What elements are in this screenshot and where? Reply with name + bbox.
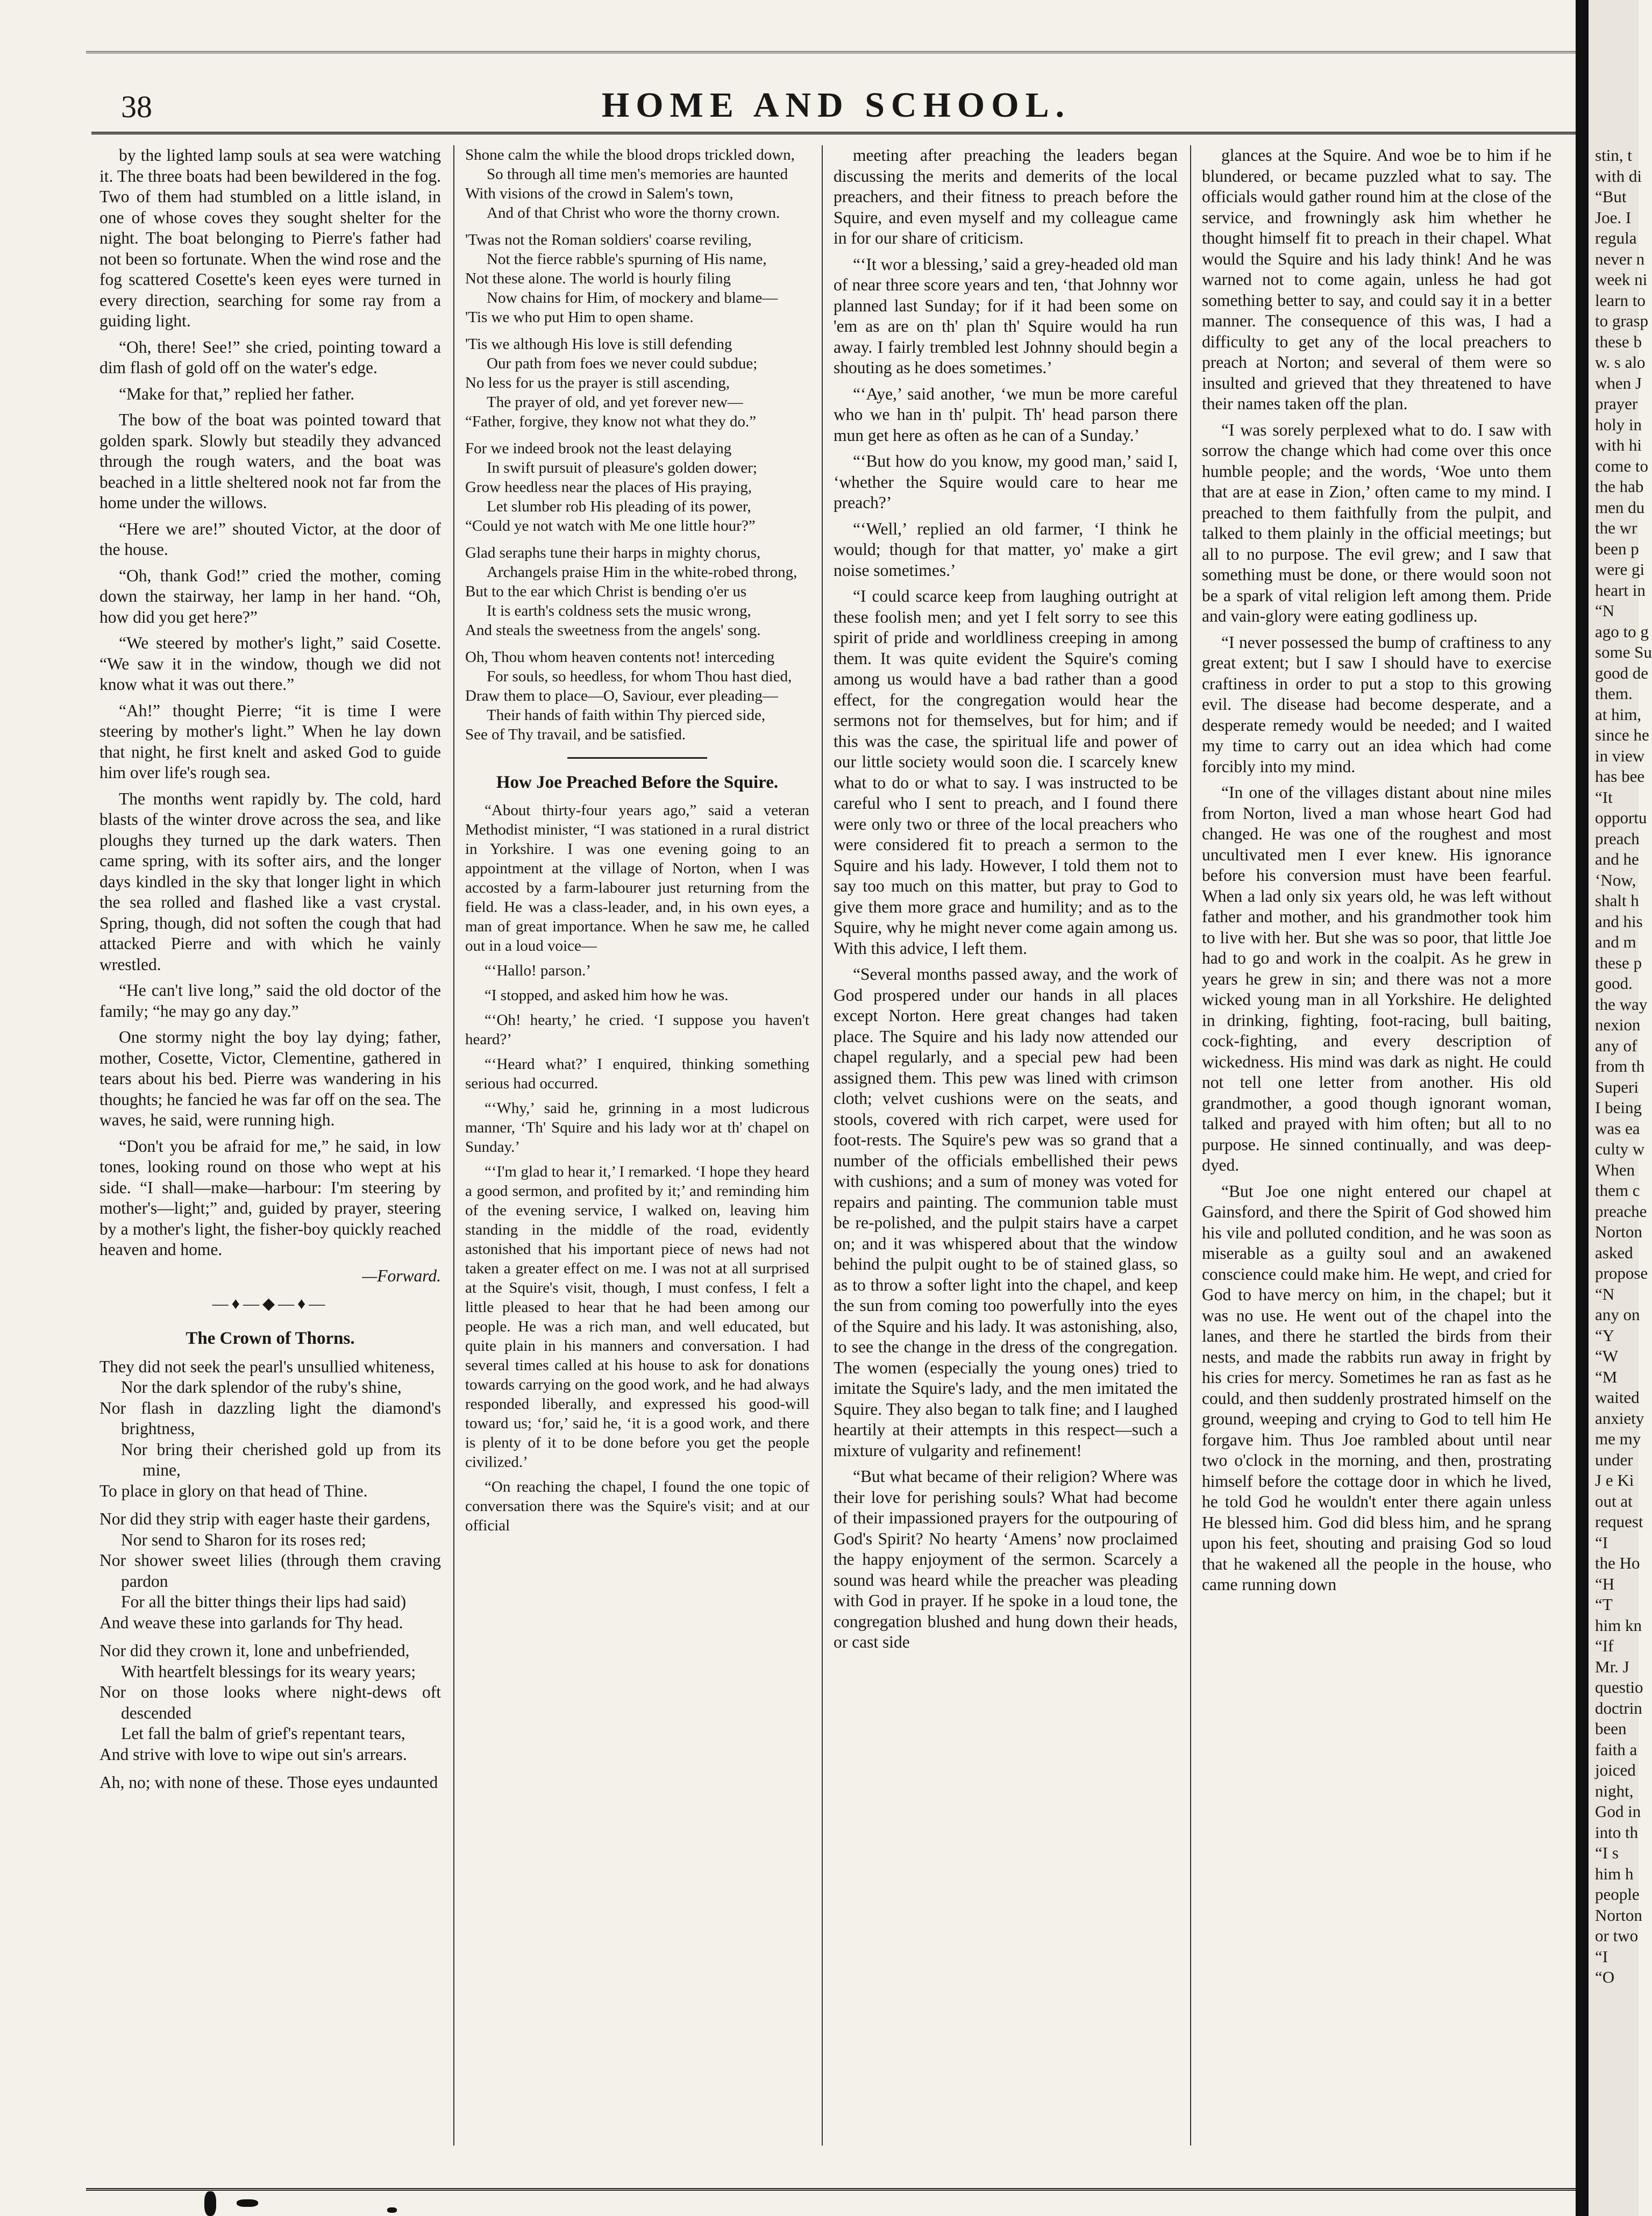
facing-page-fragment: “It — [1595, 787, 1613, 807]
facing-page-fragment: joiced — [1595, 1761, 1636, 1779]
paragraph: The bow of the boat was pointed toward that golden spark. Slowly but steadily they advanced through the rough waters, and the boat was beached in a little sheltered nook not far from the home under the willows. — [99, 410, 441, 512]
poem-line: Nor the dark splendor of the ruby's shine, — [121, 1378, 402, 1396]
poem-crown-of-thorns — [99, 1357, 441, 1793]
facing-page-fragment: come to — [1595, 456, 1648, 475]
facing-page-fragment: some Su — [1595, 643, 1652, 661]
paragraph: “I never possessed the bump of craftiness to any great extent; but I saw I should have to exercise craftiness in order to put a stop to this growing evil. The disease had become desperate, and a desperate remedy would be needed; and I waited my time to carry out an idea which had come forcibly into my mind. — [1202, 632, 1551, 776]
paragraph: “But Joe one night entered our chapel at Gainsford, and there the Spirit of God showed him his vile and polluted condition, and he was soon as miserable as a guilty soul and an awakened conscience could make him. He wept, and cried for God to have mercy on him, in the chapel; but it was no use. He went out of the chapel into the lanes, and there he startled the birds from their nests, and made the rabbits run away in fright by his cries for mercy. Sometimes he ran as fast as he could, and then suddenly prostrated himself on the ground, weeping and crying to God to tell him He forgave him. Thus Joe rambled about until near two o'clock in the morning, and then, prostrating himself before the cottage door in which he lived, he told God he wouldn't enter there again unless He blessed him. God did bless him, and he sprang upon his feet, shouting and praising God so loud that he wakened all the people in the house, who came running down — [1202, 1181, 1551, 1594]
facing-page-fragment: has bee — [1595, 767, 1645, 786]
facing-page-fragment: preache — [1595, 1201, 1647, 1221]
facing-page-fragment: night, — [1595, 1781, 1634, 1800]
poem-line: 'Tis we although His love is still defending — [465, 336, 732, 353]
facing-page-fragment: When — [1595, 1160, 1635, 1179]
paragraph: “We steered by mother's light,” said Cosette. “We saw it in the window, though we did not know what it was out there.” — [99, 633, 441, 694]
facing-page-fragment: “N — [1595, 1284, 1615, 1303]
facing-page-fragment: prayer — [1595, 394, 1638, 413]
facing-page-fragment: “O — [1595, 1968, 1615, 1986]
facing-page-fragment: the wr — [1595, 518, 1637, 537]
poem-stanza — [465, 230, 809, 327]
facing-page-fragment: never n — [1595, 249, 1645, 268]
poem-line: Shone calm the while the blood drops trickled down, — [465, 146, 795, 163]
facing-page-fragment: people — [1595, 1885, 1640, 1904]
facing-page-text — [1595, 145, 1652, 1988]
facing-page-fragment: “Y — [1595, 1326, 1615, 1345]
paragraph: by the lighted lamp souls at sea were watching it. The three boats had been bewildered in the fog. Two of them had stumbled on a little island, in one of whose coves they sought shelter for the night. The boat belonging to Pierre's father had not been so fortunate. When the wind rose and the fog scattered Cosette's keen eyes were turned in every direction, searching for some ray from a guiding light. — [99, 146, 441, 330]
poem-line: Oh, Thou whom heaven contents not! interceding — [465, 649, 775, 666]
paragraph: “I was sorely perplexed what to do. I saw with sorrow the change which had come over this once humble people; and the words, ‘Woe unto them that are at ease in Zion,’ often came to my mind. I preached to them faithfully from the pulpit, and talked to them plainly in the official meetings; but all to no purpose. The evil grew; and I saw that something must be done, or there would soon not be a spark of vital religion left among them. Pride and vain-glory were eating godliness up. — [1202, 420, 1551, 625]
facing-page-fragment: them c — [1595, 1181, 1640, 1200]
poem-stanza — [465, 334, 809, 431]
binding-shadow — [1576, 0, 1589, 2216]
story-body — [1202, 145, 1551, 1595]
facing-page-fragment: learn to — [1595, 290, 1646, 310]
paragraph: The months went rapidly by. The cold, hard blasts of the winter drove across the sea, and like ploughs they turned up the dark waters. Then came spring, with its softer airs, and the longer days kindled in the sky that longer light in which the sea rolled and flashed like a vast crystal. Spring, though, did not soften the cough that had attacked Pierre and with which he vainly wrestled. — [99, 789, 441, 974]
poem-line: Archangels praise Him in the white-robed throng, — [487, 564, 797, 581]
poem-line: Draw them to place—O, Saviour, ever pleading— — [465, 687, 778, 704]
header-rule — [91, 132, 1581, 134]
story-body — [834, 145, 1178, 1653]
paragraph: “‘Aye,’ said another, ‘we mun be more careful who we han in th' pulpit. Th' head parson there mun get here as often as he can of a Sunday.’ — [834, 384, 1178, 445]
paragraph: “Ah!” thought Pierre; “it is time I were steering by mother's light.” When he lay down that night, he first knelt and asked God to guide him over life's rough sea. — [99, 701, 441, 782]
paragraph: “I could scarce keep from laughing outright at these foolish men; and yet I felt sorry to see this spirit of pride and worldliness creeping in among them. It was quite evident the Squire's coming among us would have a bad rather than a good effect, for the congregation would hear the sermons not for themselves, but for him; and if this was the case, the spiritual life and power of our little society would soon die. I scarcely knew what to do or what to say. I was instructed to be careful who I sent to preach, and I found there were only two or three of the local preachers who were considered fit to preach a sermon to the Squire and his lady. However, I told them not to say too much on this matter, but pray to God to give them more grace and humility; and as to the Squire, why he might never come again among us. With this advice, I left them. — [834, 587, 1178, 958]
facing-page-fragment: him kn — [1595, 1615, 1642, 1635]
facing-page-fragment: holy in — [1595, 415, 1642, 434]
facing-page-fragment: God in — [1595, 1802, 1641, 1821]
facing-page-fragment: into th — [1595, 1822, 1639, 1842]
paragraph: “But what became of their religion? Where was their love for perishing souls? What had become of their impassioned prayers for the outpouring of God's Spirit? No hearty ‘Amens’ now proclaimed the happy enjoyment of the sermon. Scarcely a sound was heard while the preacher was pleading with God in prayer. If he spoke in a loud tone, the congregation blushed and hung down their heads, or cast side — [834, 1467, 1178, 1651]
paragraph: glances at the Squire. And woe be to him if he blundered, or became puzzled what to say. The officials would gather round him at the close of the service, and frowningly ask him whether he thought himself fit to preach in their chapel. What would the Squire and his lady think! And he was warned not to come again, unless he had got something better to say, and could say it in a better manner. The consequence of this was, I had a difficulty to get any of the local preachers to preach at Norton; and several of them were so insulted and grieved that they threatened to have their names taken off the plan. — [1202, 146, 1551, 413]
facing-page-fragment: since he — [1595, 725, 1649, 744]
facing-page-fragment: “M — [1595, 1367, 1618, 1386]
facing-page-fragment: shalt h — [1595, 891, 1639, 910]
poem-stanza — [465, 647, 809, 744]
facing-page-fragment: “I — [1595, 1947, 1608, 1966]
poem-line: And strive with love to wipe out sin's arrears. — [99, 1744, 407, 1764]
poem-stanza — [465, 145, 809, 223]
facing-page-fragment: heart in — [1595, 580, 1646, 600]
paragraph: “‘Oh! hearty,’ he cried. ‘I suppose you haven't heard?’ — [465, 1011, 809, 1048]
column-4 — [1202, 145, 1551, 2146]
poem-line: Nor shower sweet lilies (through them craving pardon — [99, 1551, 441, 1591]
column-2 — [465, 145, 809, 2146]
section-ornament: —♦—◆—♦— — [212, 1295, 329, 1313]
paragraph: “Don't you be afraid for me,” he said, in low tones, looking round on those who wept at his side. “I shall—make—harbour: I'm steering by mother's—light;” and, guided by prayer, steering by a mother's light, the fisher-boy quickly reached heaven and home. — [99, 1136, 441, 1259]
facing-page-fragment: out at — [1595, 1491, 1633, 1510]
poem-line: But to the ear which Christ is bending o'er us — [465, 583, 747, 600]
paragraph: “‘Why,’ said he, grinning in a most ludicrous manner, ‘Th' Squire and his lady wor at th' chapel on Sunday.’ — [465, 1100, 809, 1156]
facing-page-fragment: them. — [1595, 684, 1633, 703]
paragraph: “Oh, there! See!” she cried, pointing toward a dim flash of gold off on the water's edge. — [99, 337, 441, 377]
facing-page-fragment: with hi — [1595, 436, 1642, 454]
facing-page-fragment: J e Ki — [1595, 1471, 1634, 1490]
facing-page-fragment: at him, — [1595, 704, 1642, 724]
paragraph: “Oh, thank God!” cried the mother, coming down the stairway, her lamp in her hand. “Oh, how did you get here?” — [99, 566, 441, 626]
facing-page-fragment: with di — [1595, 166, 1642, 186]
page-number: 38 — [121, 89, 152, 124]
story-title: How Joe Preached Before the Squire. — [496, 773, 779, 792]
poem-stanza — [99, 1357, 441, 1502]
masthead-title: HOME AND SCHOOL. — [601, 85, 1071, 125]
column-divider — [822, 145, 823, 2146]
poem-stanza — [465, 439, 809, 536]
facing-page-fragment: “N — [1595, 601, 1615, 620]
poem-line: Their hands of faith within Thy pierced side, — [487, 707, 766, 724]
poem-line: “Could ye not watch with Me one little hour?” — [465, 517, 756, 535]
paragraph: meeting after preaching the leaders began discussing the merits and demerits of the local preachers, and their fitness to preach before the Squire, and even myself and my colleague came in for our share of criticism. — [834, 146, 1178, 247]
paragraph: “In one of the villages distant about nine miles from Norton, lived a man whose heart God had changed. He was one of the roughest and most uncultivated men I ever knew. His ignorance before his conversion must have been fearful. When a lad only six years old, he was left without father and mother, and his grandmother took him to live with her. But she was so poor, that little Joe had to go and work in the coalpit. As he grew in years he grew in sin; and there was not a more wicked young man in all Yorkshire. He delighted in drinking, fighting, foot-racing, bull baiting, cock-fighting, and every description of wickedness. His mind was dark as night. He could not tell one letter from another. His old grandmother, a good though ignorant woman, talked and prayed with him often; but all to no purpose. He sinned continually, and was deep-dyed. — [1202, 783, 1551, 1174]
facing-page-fragment: to grasp — [1595, 311, 1649, 330]
poem-line: For all the bitter things their lips had said) — [121, 1592, 407, 1611]
facing-page-fragment: culty w — [1595, 1139, 1645, 1158]
poem-line: They did not seek the pearl's unsullied whiteness, — [99, 1357, 435, 1376]
paragraph: “Several months passed away, and the work of God prospered under our hands in all places except Norton. Here great changes had taken place. The Squire and his lady now attended our chapel regularly, and a special pew had been assigned them. This pew was lined with crimson cloth; velvet cushions were on the seats, and stools, covered with rich carpet, were used for foot-rests. The Squire's pew was so grand that a number of the officials embellished their pews with cushions; and a sum of money was voted for repairs and painting. The communion table must be re-polished, and the pulpit stairs have a carpet on; and it was whispered about that the window behind the pulpit ought to be of stained glass, so as to throw a softer light into the chapel, and keep the sun from coming too powerfully into the eyes of the Squire and his lady. It was astonishing, also, to see the change in the dress of the congregation. The women (especially the young ones) tried to imitate the Squire's lady, and the men imitated the Squire. They also began to talk fine; and I laughed heartily at their attempts in this respect—such a mixture of vulgarity and refinement! — [834, 965, 1178, 1460]
facing-page-fragment: Superi — [1595, 1077, 1639, 1096]
poem-line: Ah, no; with none of these. Those eyes undaunted — [99, 1773, 438, 1792]
column-3 — [834, 145, 1178, 2146]
poem-line: Nor did they crown it, lone and unbefriended, — [99, 1641, 410, 1660]
poem-line: With heartfelt blessings for its weary years; — [121, 1662, 416, 1681]
facing-page-fragment: the way — [1595, 994, 1648, 1014]
poem-line: The prayer of old, and yet forever new— — [487, 394, 743, 411]
facing-page-fragment: these p — [1595, 953, 1642, 972]
paragraph: “On reaching the chapel, I found the one topic of conversation there was the Squire's visit; and at our official — [465, 1478, 809, 1534]
section-rule — [567, 757, 707, 759]
ink-mark — [237, 2199, 258, 2207]
story-body — [465, 801, 809, 1535]
paragraph: “He can't live long,” said the old doctor of the family; “he may go any day.” — [99, 981, 441, 1021]
poem-continuation — [465, 145, 809, 744]
facing-page-fragment: when J — [1595, 373, 1642, 393]
facing-page-fragment: these b — [1595, 332, 1642, 351]
poem-line: And steals the sweetness from the angels' song. — [465, 622, 761, 639]
attribution: —Forward. — [362, 1266, 441, 1285]
poem-line: “Father, forgive, they know not what they do.” — [465, 413, 757, 430]
facing-page-fragment: Norton — [1595, 1222, 1642, 1241]
facing-page-fragment: under — [1595, 1450, 1633, 1469]
facing-page-fragment: ‘Now, — [1595, 870, 1636, 889]
facing-page-fragment: ago to g — [1595, 622, 1649, 641]
poem-line: Glad seraphs tune their harps in mighty chorus, — [465, 544, 761, 561]
story-continuation — [99, 145, 441, 1260]
poem-line: No less for us the prayer is still ascending, — [465, 374, 730, 391]
facing-page-fragment: “I s — [1595, 1843, 1619, 1862]
facing-page-fragment: was ea — [1595, 1118, 1640, 1138]
poem-title: The Crown of Thorns. — [186, 1328, 355, 1348]
facing-page-fragment: and he — [1595, 850, 1639, 868]
facing-page-fragment: “H — [1595, 1574, 1615, 1593]
poem-line: With visions of the crowd in Salem's town, — [465, 185, 734, 202]
paragraph: “‘But how do you know, my good man,’ said I, ‘whether the Squire would care to hear me preach?’ — [834, 452, 1178, 512]
facing-page-fragment: were gi — [1595, 560, 1645, 579]
facing-page-fragment: “T — [1595, 1595, 1613, 1614]
facing-page-fragment: the Ho — [1595, 1554, 1640, 1572]
facing-page-fragment: Norton — [1595, 1905, 1642, 1925]
facing-page-fragment: in view — [1595, 746, 1645, 765]
facing-page-fragment: preach — [1595, 829, 1640, 848]
paragraph: “‘Well,’ replied an old farmer, ‘I think he would; though for that matter, yo' make a girt noise sometimes.’ — [834, 519, 1178, 580]
facing-page-fragment: “I — [1595, 1533, 1608, 1552]
poem-line: Now chains for Him, of mockery and blame— — [487, 289, 778, 307]
facing-page-fragment: the hab — [1595, 477, 1644, 496]
facing-page-edge — [1576, 0, 1652, 2216]
poem-line: Not the fierce rabble's spurning of His name, — [487, 251, 767, 268]
poem-line: And weave these into garlands for Thy head. — [99, 1613, 403, 1632]
facing-page-fragment: doctrin — [1595, 1698, 1642, 1718]
paragraph: “I stopped, and asked him how he was. — [485, 987, 729, 1004]
facing-page-fragment: Joe. I — [1595, 208, 1632, 227]
facing-page-fragment: stin, t — [1595, 146, 1632, 165]
column-divider — [453, 145, 454, 2146]
poem-line: 'Twas not the Roman soldiers' coarse reviling, — [465, 231, 752, 248]
poem-line: In swift pursuit of pleasure's golden dower; — [487, 459, 757, 476]
facing-page-fragment: “If — [1595, 1636, 1614, 1655]
poem-line: Grow heedless near the places of His praying, — [465, 479, 752, 496]
facing-page-fragment: nexion — [1595, 1015, 1641, 1034]
poem-line: Nor flash in dazzling light the diamond's brightness, — [99, 1398, 441, 1438]
paragraph: “Here we are!” shouted Victor, at the door of the house. — [99, 519, 441, 559]
ink-mark — [204, 2191, 216, 2216]
facing-page-fragment: I being — [1595, 1098, 1642, 1117]
facing-page-fragment: good de — [1595, 663, 1649, 682]
poem-line: And of that Christ who wore the thorny crown. — [487, 204, 780, 222]
facing-page-fragment: Mr. J — [1595, 1657, 1629, 1676]
poem-line: Not these alone. The world is hourly filing — [465, 270, 731, 287]
facing-page-fragment: “But — [1595, 187, 1627, 206]
poem-stanza — [99, 1772, 441, 1793]
facing-page-fragment: or two — [1595, 1926, 1639, 1945]
facing-page-fragment: and m — [1595, 932, 1636, 951]
paragraph: One stormy night the boy lay dying; father, mother, Cosette, Victor, Clementine, gathered in tears about his bed. Pierre was wandering in his thoughts; he fancied he was far off on the sea. The waves, he said, were running high. — [99, 1028, 441, 1129]
facing-page-fragment: men du — [1595, 497, 1645, 517]
poem-stanza — [99, 1509, 441, 1633]
poem-line: So through all time men's memories are haunted — [487, 166, 788, 183]
poem-line: It is earth's coldness sets the music wrong, — [487, 602, 751, 619]
facing-page-fragment: and his — [1595, 911, 1643, 931]
paragraph: “About thirty-four years ago,” said a veteran Methodist minister, “I was stationed in a rural district in Yorkshire. I was one evening going to an appointment at the village of Norton, when I was accosted by a farm-labourer just returning from the field. He was a class-leader, and, in his own eyes, a man of great importance. When he saw me, he called out in a loud voice— — [465, 802, 809, 954]
column-1 — [99, 145, 441, 2146]
paragraph: “‘It wor a blessing,’ said a grey-headed old man of near three score years and ten, ‘that Johnny wor planned last Sunday; for if it had been some on 'em as are on th' plan th' Squire would ha run away. I fairly trembled lest Johnny should begin a shouting as he does sometimes.’ — [834, 254, 1178, 377]
facing-page-fragment: been — [1595, 1719, 1627, 1738]
poem-line: Let slumber rob His pleading of its power, — [487, 498, 751, 515]
facing-page-fragment: asked — [1595, 1243, 1633, 1262]
poem-line: Nor on those looks where night-dews oft descended — [99, 1683, 441, 1722]
facing-page-fragment: request — [1595, 1512, 1643, 1531]
poem-line: See of Thy travail, and be satisfied. — [465, 726, 686, 743]
poem-stanza — [465, 543, 809, 640]
poem-line: Our path from foes we never could subdue; — [487, 355, 758, 372]
page-header — [91, 81, 1581, 134]
facing-page-fragment: been p — [1595, 539, 1639, 558]
poem-line: For we indeed brook not the least delaying — [465, 440, 732, 457]
facing-page-fragment: opportu — [1595, 808, 1647, 827]
facing-page-fragment: any on — [1595, 1305, 1640, 1324]
poem-stanza — [99, 1641, 441, 1765]
facing-page-fragment: w. s alo — [1595, 353, 1646, 372]
poem-line: 'Tis we who put Him to open shame. — [465, 309, 694, 326]
paragraph: “‘Heard what?’ I enquired, thinking something serious had occurred. — [465, 1056, 809, 1092]
facing-page-fragment: from th — [1595, 1057, 1645, 1075]
facing-page-fragment: waited — [1595, 1388, 1640, 1407]
paragraph: “Make for that,” replied her father. — [119, 384, 355, 403]
facing-page-fragment: him h — [1595, 1864, 1634, 1883]
facing-page-fragment: questio — [1595, 1678, 1643, 1697]
facing-page-fragment: anxiety — [1595, 1408, 1644, 1428]
columns — [99, 145, 1565, 2146]
facing-page-fragment: me my — [1595, 1429, 1641, 1448]
paragraph: “‘Hallo! parson.’ — [485, 962, 592, 979]
facing-page-fragment: “W — [1595, 1346, 1619, 1365]
poem-line: To place in glory on that head of Thine. — [99, 1481, 368, 1500]
facing-page-fragment: regula — [1595, 229, 1637, 247]
facing-page-fragment: faith a — [1595, 1740, 1637, 1759]
facing-page-fragment: any of — [1595, 1036, 1637, 1055]
poem-line: Nor bring their cherished gold up from its mine, — [121, 1440, 441, 1479]
paragraph: “‘I'm glad to hear it,’ I remarked. ‘I hope they heard a good sermon, and profited by it;’ and reminding him of the evening service, I walked on, leaving him standing in the middle of the road, evidently astonished that his important piece of news had not taken a greater effect on me. I was not at all surprised at the Squire's visit, though, I must confess, I felt a little pleased to hear that he had been among our people. He was a rich man, and well educated, but quite plain in his manners and conversation. I had several times called at his house to ask for donations towards carrying on the good work, and he had always responded liberally, and expressed his good-will toward us; ‘for,’ said he, ‘it is a good work, and there is plenty of it to be done before you get the people civilized.’ — [465, 1163, 809, 1471]
column-divider — [1190, 145, 1191, 2146]
poem-line: Nor did they strip with eager haste their gardens, — [99, 1509, 430, 1528]
facing-page-fragment: good. — [1595, 974, 1633, 993]
ink-mark — [387, 2207, 397, 2213]
facing-page-fragment: propose — [1595, 1264, 1648, 1282]
poem-line: For souls, so heedless, for whom Thou hast died, — [487, 668, 792, 685]
poem-line: Nor send to Sharon for its roses red; — [121, 1530, 366, 1549]
facing-page-fragment: week ni — [1595, 270, 1648, 289]
poem-line: Let fall the balm of grief's repentant tears, — [121, 1724, 405, 1743]
